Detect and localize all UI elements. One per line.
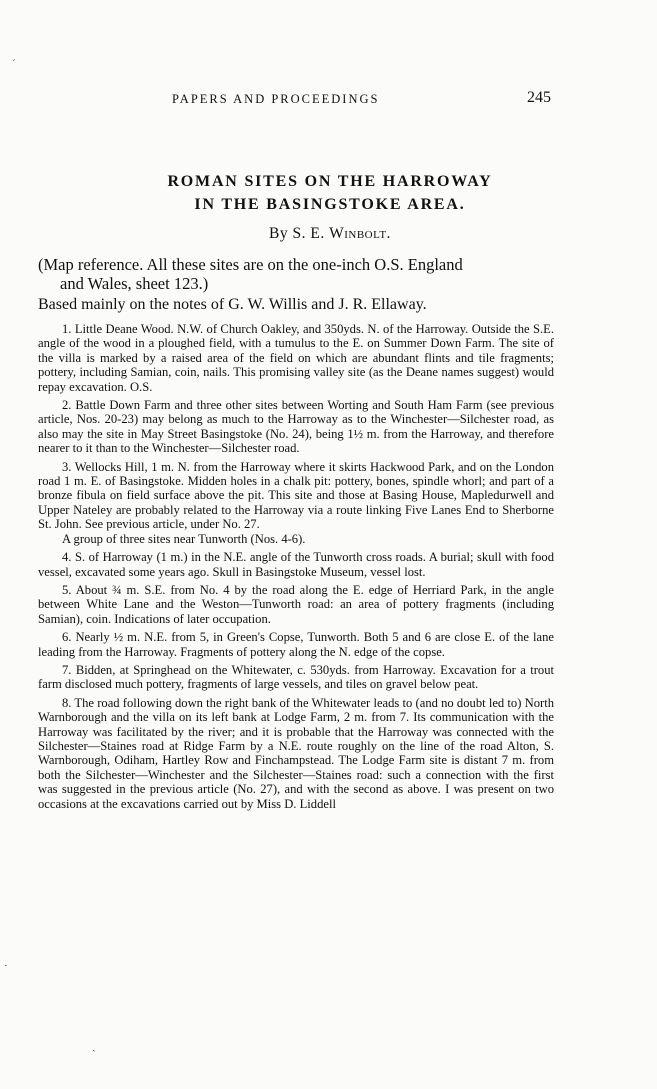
map-reference-line-1: (Map reference. All these sites are on the one-inch O.S. England	[38, 255, 463, 274]
sources-note: Based mainly on the notes of G. W. Willis and J. R. Ellaway.	[38, 296, 427, 313]
paragraph-7: 7. Bidden, at Springhead on the Whitewater, c. 530yds. from Harroway. Excavation for a trout farm disclosed much pottery, fragments of large vessels, and tiles on gravel below peat.	[38, 662, 554, 692]
byline-author: Winbolt.	[329, 225, 391, 242]
page-number: 245	[527, 89, 551, 106]
article-title-line-1: ROMAN SITES ON THE HARROWAY	[167, 173, 493, 190]
paragraph-3: 3. Wellocks Hill, 1 m. N. from the Harroway where it skirts Hackwood Park, and on the London road 1 m. E. of Basingstoke. Midden holes in a chalk pit: pottery, bones, spindle whorl; and part of a bronze fibula on field surface above the pit. This site and those at Basing House, Mapledurwell and Upper Nateley are probably related to the Harroway via a route linking Five Lanes End to Sherborne St. John. See previous article, under No. 27.	[38, 459, 554, 532]
byline	[60, 225, 600, 243]
scan-speck: ˏ	[92, 1040, 96, 1052]
group-heading: A group of three sites near Tunworth (Nos. 4-6).	[62, 531, 306, 546]
paragraph-8: 8. The road following down the right bank of the Whitewater leads to (and no doubt led to) North Warnborough and the villa on its left bank at Lodge Farm, 2 m. from 7. Its communication with the Harroway was facilitated by the river; and it is probable that the Harroway was connected with the Silchester—Staines road at Ridge Farm by a N.E. route roughly on the line of the road Alton, S. Warnborough, Odiham, Hartley Row and Finchampstead. The Lodge Farm site is distant 7 m. from both the Silchester—Winchester and the Silchester—Staines road: such a connection with the first was suggested in the previous article (No. 27), and with the second as above. I was present on two occasions at the excavations carried out by Miss D. Liddell	[38, 695, 554, 811]
paragraph-5: 5. About ¾ m. S.E. from No. 4 by the road along the E. edge of Herriard Park, in the angle between White Lane and the Weston—Tunworth road: an area of pottery fragments (including Samian), coin. Indications of later occupation.	[38, 582, 554, 626]
article-body	[38, 322, 554, 811]
article-title-line-2: IN THE BASINGSTOKE AREA.	[194, 196, 466, 213]
paragraph-4: 4. S. of Harroway (1 m.) in the N.E. angle of the Tunworth cross roads. A burial; skull with food vessel, excavated some years ago. Skull in Basingstoke Museum, vessel lost.	[38, 550, 554, 579]
byline-prefix: By S. E.	[269, 225, 325, 242]
map-reference	[38, 255, 598, 293]
map-reference-line-2: and Wales, sheet 123.)	[60, 274, 209, 293]
paragraph-1: 1. Little Deane Wood. N.W. of Church Oakley, and 350yds. N. of the Harroway. Outside the S.E. angle of the wood in a ploughed field, with a tumulus to the E. on Summer Down Farm. The site of the villa is marked by a raised area of the field on which are abundant flints and tile fragments; pottery, including Samian, coin, nails. This promising valley site (as the Deane names suggest) would repay excavation. O.S.	[38, 322, 554, 394]
paragraph-2: 2. Battle Down Farm and three other sites between Worting and South Ham Farm (see previous article, Nos. 20-23) may belong as much to the Harroway as to the Winchester—Silchester road, as also may the site in May Street Basingstoke (No. 24), being 1½ m. from the Harroway, and therefore nearer to it than to the Winchester—Silchester road.	[38, 398, 554, 456]
paragraph-6: 6. Nearly ½ m. N.E. from 5, in Green's Copse, Tunworth. Both 5 and 6 are close E. of the lane leading from the Harroway. Fragments of pottery along the N. edge of the copse.	[38, 630, 554, 659]
running-head: PAPERS AND PROCEEDINGS	[172, 92, 380, 106]
scan-speck: ˊ	[12, 58, 16, 70]
scan-speck: ·	[4, 960, 8, 972]
